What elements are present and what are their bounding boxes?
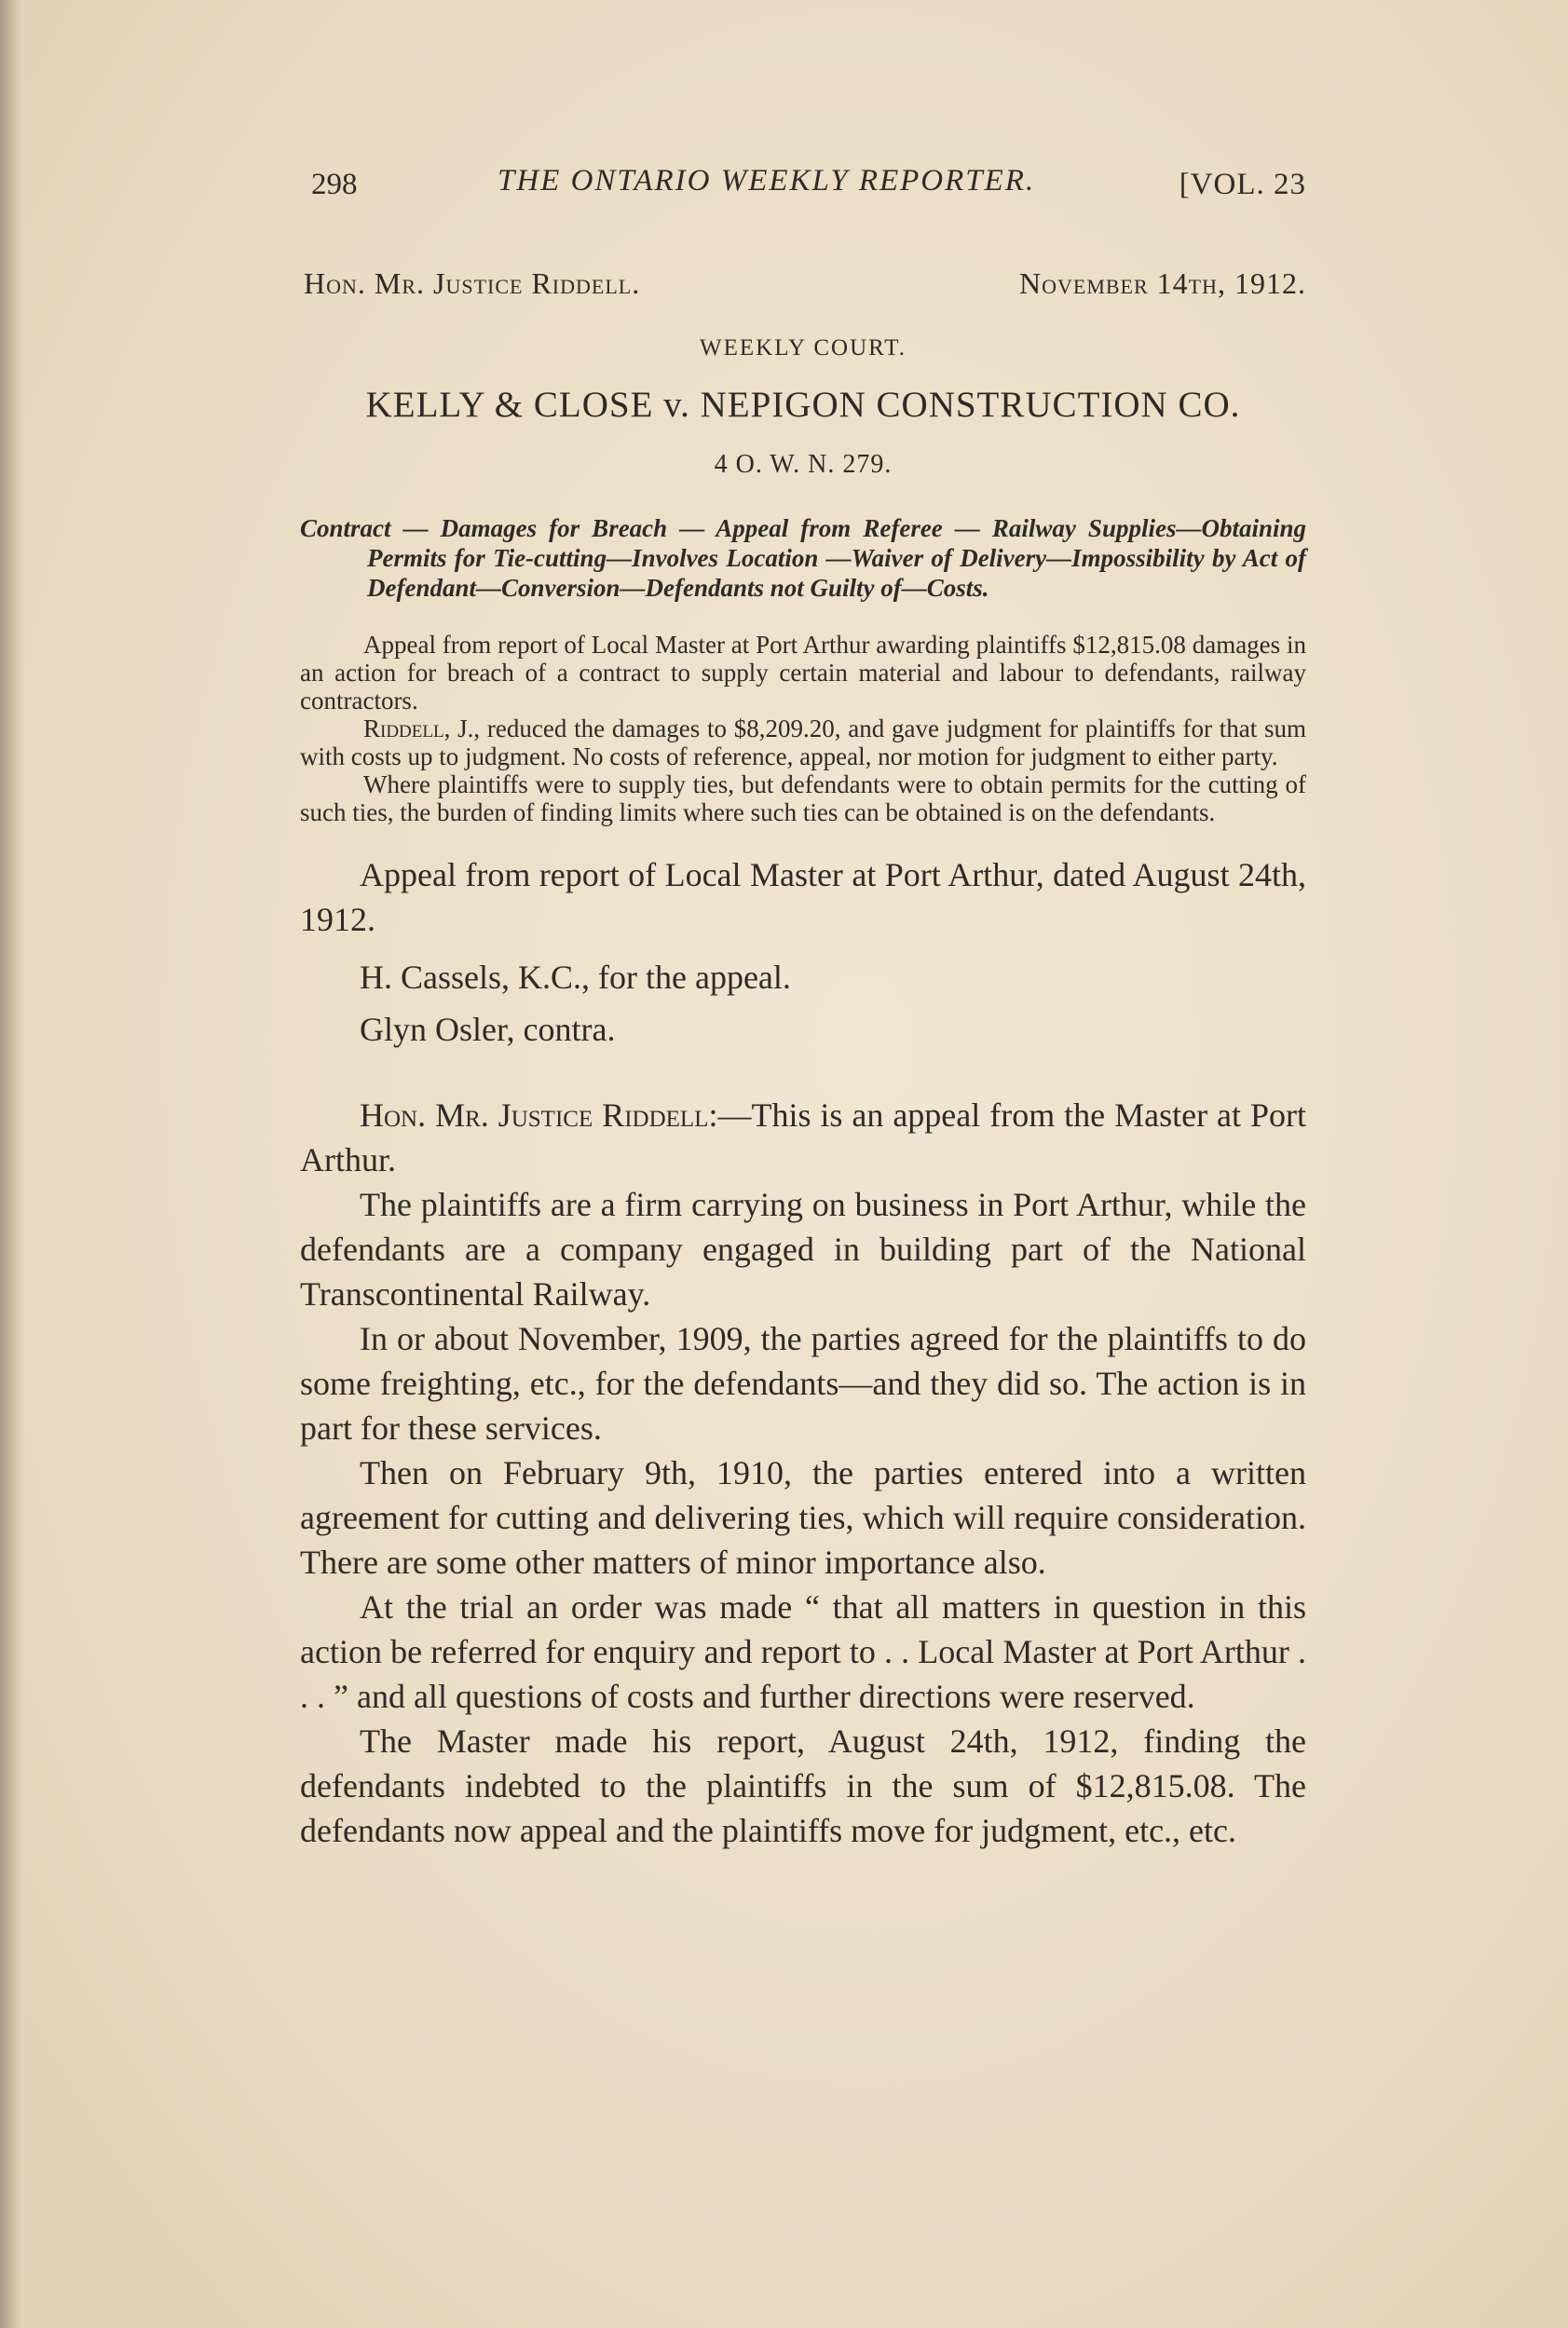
body-paragraph: At the trial an order was made “ that all matters in question in this action be referred for enquiry and report to . . Local Master at Port Arthur . . . ” and all questions of costs and further directions were reserved. [300, 1588, 1306, 1715]
headnote-paragraph: Where plaintiffs were to supply ties, but defendants were to obtain permits for the cutting of such ties, the burden of finding limits where such ties can be obtained is on the defendants. [300, 770, 1306, 826]
decision-date: November 14th, 1912. [1019, 266, 1306, 300]
body-paragraph: The plaintiffs are a firm carrying on business in Port Arthur, while the defendants are a company engaged in building part of the National Transcontinental Railway. [300, 1186, 1306, 1313]
headnote-paragraph [300, 715, 1306, 770]
body-paragraph: In or about November, 1909, the parties agreed for the plaintiffs to do some freighting, etc., for the defendants—and they did so. The action is in part for these services. [300, 1320, 1306, 1447]
page-binding-edge [0, 0, 24, 2328]
headnote-paragraph: Appeal from report of Local Master at Port Arthur awarding plaintiffs $12,815.08 damages in an action for breach of a contract to supply certain material and labour to defendants, railway contractors. [300, 631, 1306, 715]
body-paragraph: Then on February 9th, 1910, the parties entered into a written agreement for cutting and delivering ties, which will require consideration. There are some other matters of minor importance also. [300, 1454, 1306, 1581]
catchwords: Contract — Damages for Breach — Appeal from Referee — Railway Supplies—Obtaining Permits for Tie-cutting—Involves Location —Waiver of Delivery—Impossibility by Act of Defendant—Conversion—Defendants not Guilty of—Costs. [300, 514, 1306, 602]
judge-intro: Hon. Mr. Justice Riddell [360, 1096, 709, 1134]
judge-date-line [300, 266, 1306, 322]
running-head [300, 157, 1306, 212]
citation: 4 O. W. N. 279. [714, 450, 893, 479]
counsel-line: Glyn Osler, contra. [360, 1011, 616, 1048]
headnote-judge-name: Riddell [363, 715, 444, 742]
counsel-line: H. Cassels, K.C., for the appeal. [360, 959, 791, 996]
judgment-body [300, 852, 1306, 1853]
case-title: KELLY & CLOSE v. NEPIGON CONSTRUCTION CO. [365, 385, 1241, 425]
court-name: WEEKLY COURT. [700, 335, 907, 361]
headnote-text: , J., reduced the damages to $8,209.20, and gave judgment for plaintiffs for that sum with costs up to judgment. No costs of reference, appeal, nor motion for judgment to either party. [300, 715, 1306, 770]
judge-name: Hon. Mr. Justice Riddell. [304, 266, 641, 300]
body-paragraph [300, 1093, 1306, 1182]
volume-label: [VOL. 23 [1179, 168, 1306, 201]
headnote [300, 631, 1306, 826]
body-text: :—This is an appeal from the Master at Port Arthur. [300, 1096, 1306, 1178]
appeal-statement: Appeal from report of Local Master at Port Arthur, dated August 24th, 1912. [300, 856, 1306, 938]
journal-title: THE ONTARIO WEEKLY REPORTER. [498, 164, 1036, 197]
page-number: 298 [311, 168, 358, 201]
page-column [300, 157, 1306, 1853]
body-paragraph: The Master made his report, August 24th, 1912, finding the defendants indebted to the plaintiffs in the sum of $12,815.08. The defendants now appeal and the plaintiffs move for judgment, etc., etc. [300, 1722, 1306, 1849]
